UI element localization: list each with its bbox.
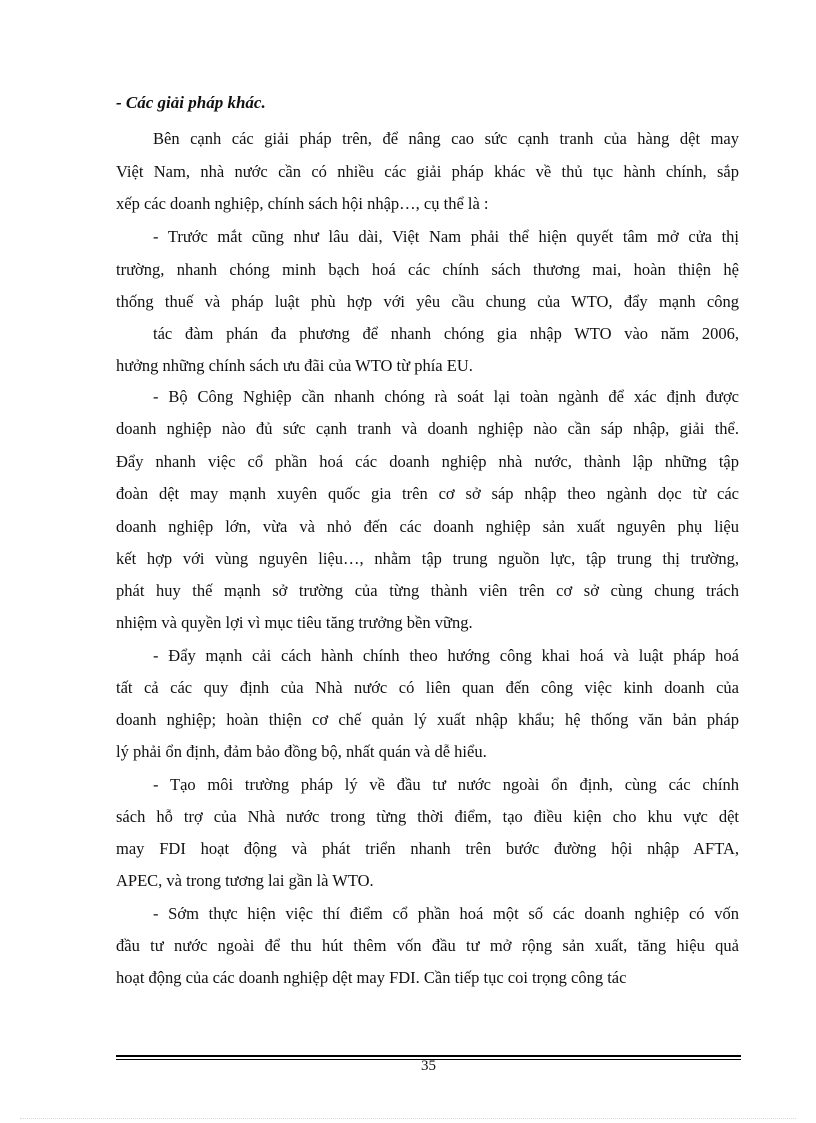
text-line: thống thuế và pháp luật phù hợp với yêu cầu chung của WTO, đẩy mạnh công [116,292,739,311]
text-line: - Đẩy mạnh cải cách hành chính theo hướng công khai hoá và luật pháp hoá [153,646,739,665]
text-line: nhiệm và quyền lợi vì mục tiêu tăng trưởng bền vững. [116,613,473,632]
text-line: tác đàm phán đa phương để nhanh chóng gia nhập WTO vào năm 2006, [153,324,739,343]
text-line: may FDI hoạt động và phát triển nhanh trên bước đường hội nhập AFTA, [116,839,739,858]
text-line: doanh nghiệp nào đủ sức cạnh tranh và doanh nghiệp nào cần sáp nhập, giải thể. [116,419,739,438]
text-line: đầu tư nước ngoài để thu hút thêm vốn đầu tư mở rộng sản xuất, tăng hiệu quả [116,936,739,955]
text-line: hoạt động của các doanh nghiệp dệt may FDI. Cần tiếp tục coi trọng công tác [116,968,627,987]
text-line: phát huy thế mạnh sở trường của từng thành viên trên cơ sở cùng chung trách [116,581,739,600]
page-edge-dots [20,1118,796,1119]
section-heading: - Các giải pháp khác. [116,93,266,112]
text-line: - Bộ Công Nghiệp cần nhanh chóng rà soát lại toàn ngành để xác định được [153,387,739,406]
page-number: 35 [421,1058,436,1074]
text-line: tất cả các quy định của Nhà nước có liên quan đến công việc kinh doanh của [116,678,739,697]
text-line: xếp các doanh nghiệp, chính sách hội nhập…, cụ thể là : [116,194,489,213]
text-line: APEC, và trong tương lai gần là WTO. [116,871,374,890]
text-line: sách hỗ trợ của Nhà nước trong từng thời điểm, tạo điều kiện cho khu vực dệt [116,807,739,826]
text-line: doanh nghiệp; hoàn thiện cơ chế quản lý xuất nhập khẩu; hệ thống văn bản pháp [116,710,739,729]
text-line: lý phải ổn định, đảm bảo đồng bộ, nhất quán và dễ hiểu. [116,742,487,761]
text-line: kết hợp với vùng nguyên liệu…, nhằm tập trung nguồn lực, tập trung thị trường, [116,549,739,568]
text-line: hưởng những chính sách ưu đãi của WTO từ phía EU. [116,356,473,375]
text-line: - Tạo môi trường pháp lý về đầu tư nước ngoài ổn định, cùng các chính [153,775,739,794]
text-line: doanh nghiệp lớn, vừa và nhỏ đến các doanh nghiệp sản xuất nguyên phụ liệu [116,517,739,536]
text-line: - Trước mắt cũng như lâu dài, Việt Nam phải thể hiện quyết tâm mở cửa thị [153,227,739,246]
text-line: Đẩy nhanh việc cổ phần hoá các doanh nghiệp nhà nước, thành lập những tập [116,452,739,471]
text-line: - Sớm thực hiện việc thí điểm cổ phần hoá một số các doanh nghiệp có vốn [153,904,739,923]
text-line: đoàn dệt may mạnh xuyên quốc gia trên cơ sở sáp nhập theo ngành dọc từ các [116,484,739,503]
text-line: Bên cạnh các giải pháp trên, để nâng cao sức cạnh tranh của hàng dệt may [153,129,739,148]
text-line: Việt Nam, nhà nước cần có nhiều các giải pháp khác về thủ tục hành chính, sắp [116,162,739,181]
text-line: trường, nhanh chóng minh bạch hoá các chính sách thương mai, hoàn thiện hệ [116,260,739,279]
